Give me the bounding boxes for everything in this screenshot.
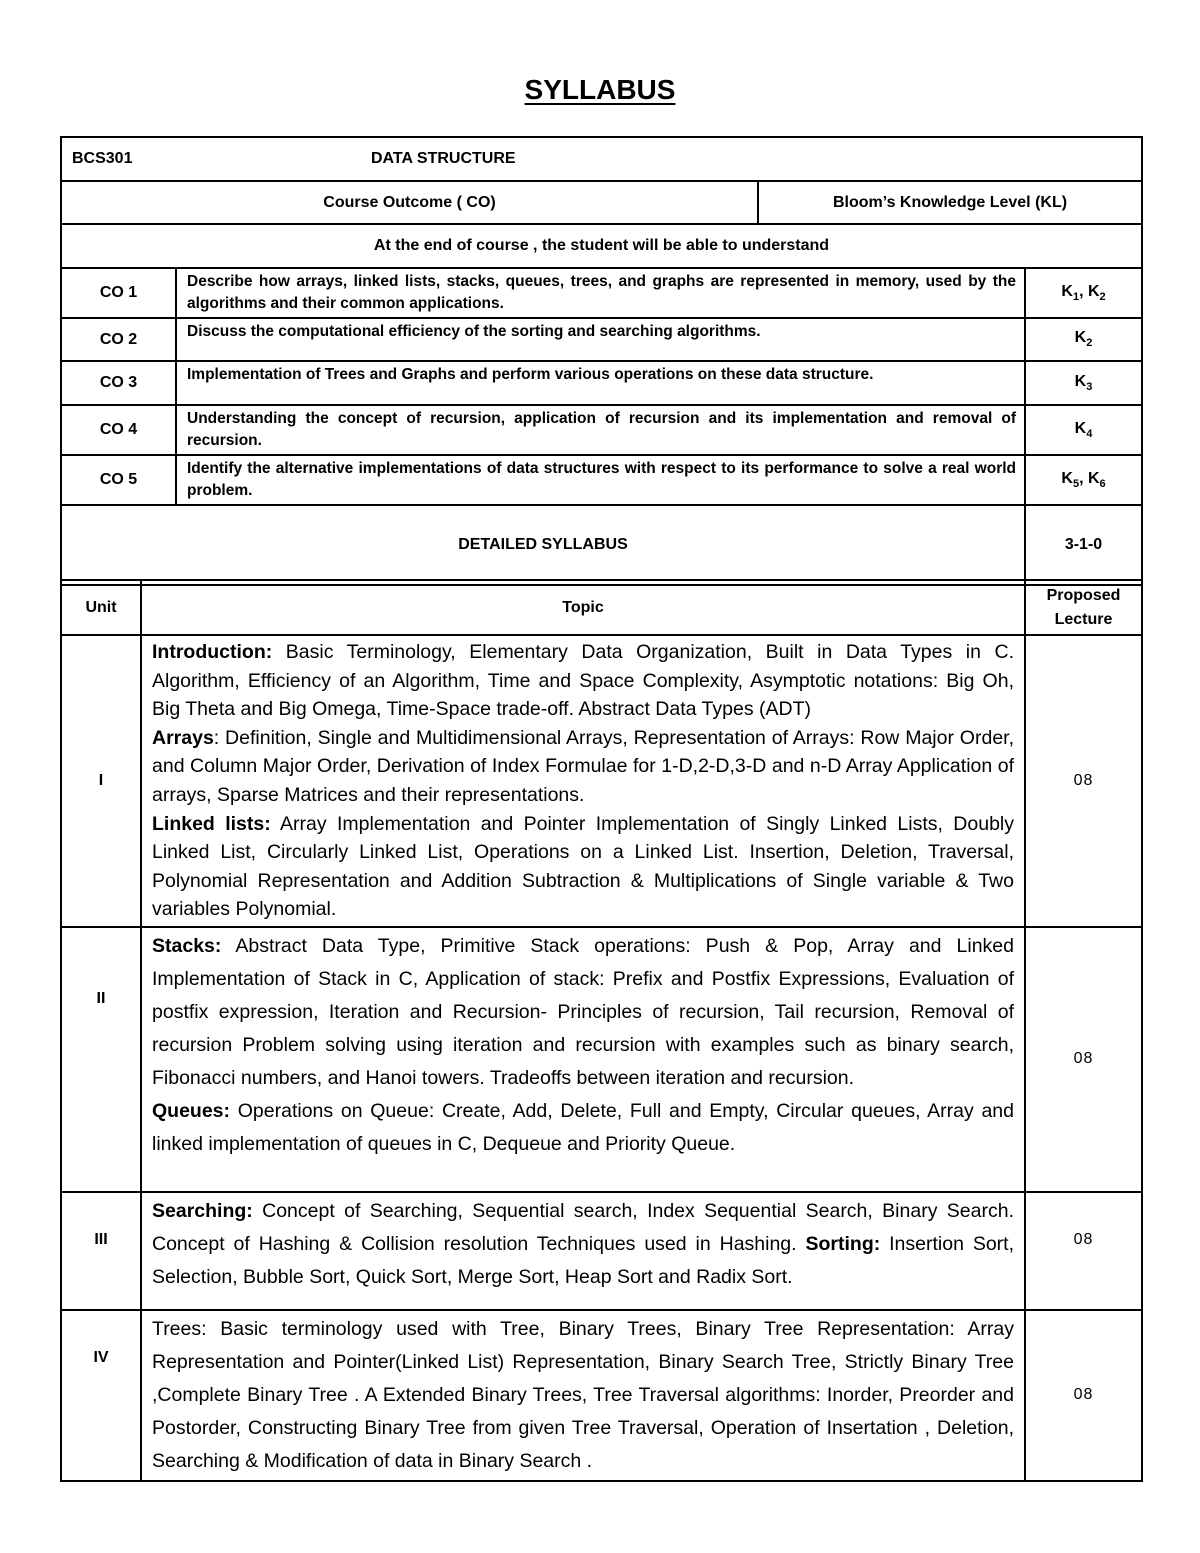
topic-paragraph: Linked lists: Array Implementation and Pointer Implementation of Singly Linked Lists, Doubly Linked List, Circularly Linked List, Operations on a Linked List. Insertion, Deletion, Traversal, Polynomial Representation and Addition Subtraction & Multiplications of Single variable & Two variables Polynomial.	[152, 812, 1014, 921]
course-code: BCS301	[72, 150, 133, 167]
co-id: CO 3	[61, 361, 176, 405]
detailed-syllabus-label: DETAILED SYLLABUS	[61, 505, 1025, 585]
unit-topic	[141, 927, 1025, 1192]
co-description: Describe how arrays, linked lists, stacks, queues, trees, and graphs are represented in memory, used by the algorithms and their common applications.	[176, 268, 1025, 318]
co-kl: $K_3$	[1025, 361, 1142, 405]
unit-number: IV	[61, 1310, 141, 1481]
course-outcome-table	[60, 136, 1143, 586]
co-id: CO 5	[61, 455, 176, 505]
co-kl: $K_2$	[1025, 318, 1142, 361]
topic-paragraph: Searching: Concept of Searching, Sequential search, Index Sequential Search, Binary Search. Concept of Hashing & Collision resolution Techniques used in Hashing. Sorting: Insertion Sort, Selection, Bubble Sort, Quick Sort, Merge Sort, Heap Sort and Radix Sort.	[152, 1199, 1015, 1288]
topic-paragraph: Introduction: Basic Terminology, Elementary Data Organization, Built in Data Types in C. Algorithm, Efficiency of an Algorithm, Time and Space Complexity, Asymptotic notations: Big Oh, Big Theta and Big Omega, Time-Space trade-off. Abstract Data Types (ADT)	[152, 641, 1014, 721]
co-id: CO 4	[61, 405, 176, 455]
syllabus-table	[60, 579, 1143, 1482]
co-kl: $K_5$, $K_6$	[1025, 455, 1142, 505]
co-description: Identify the alternative implementations of data structures with respect to its performance to solve a real world problem.	[176, 455, 1025, 505]
unit-number: I	[61, 635, 141, 927]
unit-number: II	[61, 927, 141, 1192]
topic-paragraph: Stacks: Abstract Data Type, Primitive Stack operations: Push & Pop, Array and Linked Implementation of Stack in C, Application of stack: Prefix and Postfix Expressions, Evaluation of postfix expression, Iteration and Recursion- Principles of recursion, Tail recursion, Removal of recursion Problem solving using iteration and recursion with examples such as binary search, Fibonacci numbers, and Hanoi towers. Tradeoffs between iteration and recursion.	[152, 934, 1014, 1089]
co-description: Implementation of Trees and Graphs and perform various operations on these data structure.	[176, 361, 1025, 405]
unit-topic	[141, 635, 1025, 927]
unit-header: Unit	[61, 580, 141, 635]
co-id: CO 1	[61, 268, 176, 318]
topic-header: Topic	[141, 580, 1025, 635]
course-header-cell	[61, 137, 1142, 181]
ltp-value: 3-1-0	[1025, 505, 1142, 585]
co-header: Course Outcome ( CO)	[61, 181, 758, 224]
unit-topic	[141, 1310, 1025, 1481]
course-name: DATA STRUCTURE	[371, 150, 516, 167]
unit-number: III	[61, 1192, 141, 1310]
co-id: CO 2	[61, 318, 176, 361]
lecture-header: Proposed Lecture	[1025, 580, 1142, 635]
intro-text: At the end of course , the student will be able to understand	[61, 224, 1142, 268]
topic-paragraph: Trees: Basic terminology used with Tree, Binary Trees, Binary Tree Representation: Array Representation and Pointer(Linked List) Representation, Binary Search Tree, Strictly Binary Tree ,Complete Binary Tree . A Extended Binary Trees, Tree Traversal algorithms: Inorder, Preorder and Postorder, Constructing Binary Tree from given Tree Traversal, Operation of Insertation , Deletion, Searching & Modification of data in Binary Search .	[152, 1317, 1014, 1472]
co-kl: $K_4$	[1025, 405, 1142, 455]
topic-paragraph: Arrays: Definition, Single and Multidimensional Arrays, Representation of Arrays: Row Major Order, and Column Major Order, Derivation of Index Formulae for 1-D,2-D,3-D and n-D Array Application of arrays, Sparse Matrices and their representations.	[152, 726, 1014, 806]
co-description: Discuss the computational efficiency of the sorting and searching algorithms.	[176, 318, 1025, 361]
unit-topic	[141, 1192, 1025, 1310]
lecture-count: 08	[1025, 927, 1142, 1192]
kl-header: Bloom’s Knowledge Level (KL)	[758, 181, 1142, 224]
topic-paragraph: Queues: Operations on Queue: Create, Add, Delete, Full and Empty, Circular queues, Array and linked implementation of queues in C, Dequeue and Priority Queue.	[152, 1099, 1014, 1155]
co-kl: $K_1$, $K_2$	[1025, 268, 1142, 318]
co-description: Understanding the concept of recursion, application of recursion and its implementation and removal of recursion.	[176, 405, 1025, 455]
page-title: SYLLABUS	[524, 74, 676, 105]
lecture-count: 08	[1025, 1192, 1142, 1310]
lecture-count: 08	[1025, 635, 1142, 927]
lecture-count: 08	[1025, 1310, 1142, 1481]
